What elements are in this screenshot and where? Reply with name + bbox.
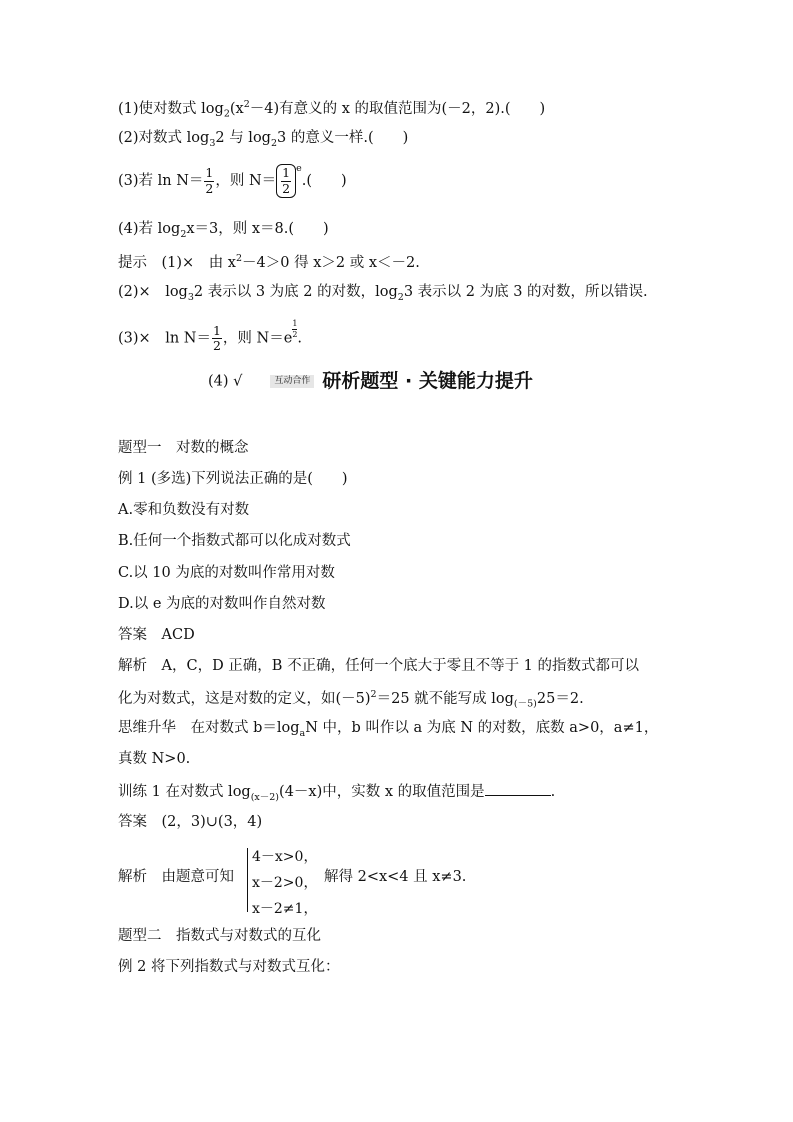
j1-mid: (x [229,100,244,117]
ex1-a2-exp: 2 [370,689,377,700]
hint-2 [118,285,648,302]
j1-base: 2 [223,108,230,120]
j3-paren-fraction [276,164,296,198]
j2-post: 3 的意义一样.( ) [277,130,409,146]
h3-fraction [212,322,222,354]
j3-den: 2 [205,180,214,196]
hint-4-banner-row [208,372,533,391]
h2-mid: 2 表示以 3 为底 2 的对数，log [193,284,398,300]
h3-mid: ，则 N＝e [222,330,293,347]
judgment-1 [118,100,545,119]
j4-post: x＝3，则 x＝8.( ) [186,221,329,237]
j1-exp: 2 [243,99,250,110]
j3-mid: ，则 N＝ [215,172,277,189]
j3-post: .( ) [301,172,347,189]
j2-pre: (2)对数式 log [118,130,210,146]
ex1-a2-pre: 化为对数式，这是对数的定义，如(－5) [118,690,371,707]
training-1-answer: 答案 (2，3)∪(3，4) [118,814,263,830]
system-eq-2: x－2>0， [252,875,318,891]
tr1-pre: 训练 1 在对数式 log [118,784,251,800]
example-1-answer: 答案 ACD [118,627,195,643]
tr1-post: (4－x)中，实数 x 的取值范围是 [279,784,485,800]
judgment-2 [118,131,408,148]
h3-pre: (3)× ln N＝ [118,330,211,347]
thinking-sub: a [299,727,306,739]
answer-blank [485,783,551,796]
thinking-post: N 中，b 叫作以 a 为底 N 的对数，底数 a>0，a≠1， [305,720,659,736]
judgment-4 [118,222,329,239]
h1-post: －4＞0 得 x＞2 或 x＜－2. [242,254,420,271]
training-1-question [118,783,555,802]
example-1-option-d: D.以 e 为底的对数叫作自然对数 [118,596,326,612]
h2-pre: (2)× log [118,284,188,300]
example-1-analysis-line2 [118,690,584,709]
thinking-line2: 真数 N>0. [118,751,191,767]
h3-den: 2 [212,338,221,354]
ex1-a2-sub: (－5) [513,698,537,710]
j2-base2: 2 [270,137,277,149]
system-eq-1: 4－x>0， [252,849,318,865]
j1-pre: (1)使对数式 log [118,100,224,117]
h4-text: (4) √ [208,373,243,390]
hint-label: 提示 [118,254,147,271]
j2-base1: 3 [209,137,216,149]
j3-pden: 2 [282,180,291,196]
h2-post: 3 表示以 2 为底 3 的对数，所以错误. [403,284,648,300]
training-1-solve: 解得 2<x<4 且 x≠3. [324,869,467,885]
section-banner: 研析题型 · 关键能力提升 [322,370,533,392]
j3-pre: (3)若 ln N＝ [118,172,204,189]
h2-base2: 2 [397,291,404,303]
h1-pre: (1)× 由 x [161,254,236,271]
section-2-title: 题型二 指数式与对数式的互化 [118,928,321,944]
h3-enum: 1 [292,319,298,328]
j3-num: 1 [205,165,214,180]
judgment-3 [118,164,347,198]
ex1-a2-mid: ＝25 就不能写成 log [376,690,514,707]
example-1-option-b: B.任何一个指数式都可以化成对数式 [118,533,351,549]
hint-3 [118,320,302,353]
j4-base: 2 [180,228,187,240]
system-eq-3: x－2≠1， [252,901,318,917]
example-1-question: 例 1 (多选)下列说法正确的是( ) [118,471,348,487]
h1-exp: 2 [235,253,243,264]
section-badge: 互动合作 [270,375,314,388]
j2-mid: 2 与 log [215,130,271,146]
ex1-a2-post: 25＝2. [536,690,584,707]
example-1-option-a: A.零和负数没有对数 [118,502,250,518]
h3-post: . [297,330,303,347]
thinking-pre: 思维升华 在对数式 b＝log [118,720,300,736]
j3-pexp: e [296,163,302,174]
example-1-option-c: C.以 10 为底的对数叫作常用对数 [118,565,335,581]
j3-pnum: 1 [282,165,291,180]
example-2-question: 例 2 将下列指数式与对数式互化： [118,959,340,975]
tr1-sub: (x－2) [250,791,280,803]
thinking-line1 [118,721,658,738]
example-1-analysis-line1: 解析 A，C，D 正确，B 不正确，任何一个底大于零且不等于 1 的指数式都可以 [118,658,640,674]
section-1-title: 题型一 对数的概念 [118,440,249,456]
h2-base1: 3 [187,291,194,303]
j4-pre: (4)若 log [118,221,181,237]
hint-1 [118,254,420,270]
j1-post: －4)有意义的 x 的取值范围为(－2，2).( ) [249,100,546,117]
h3-num: 1 [212,322,221,338]
training-1-analysis-label: 解析 由题意可知 [118,869,234,885]
j3-fraction [204,167,214,195]
tr1-tail: . [550,784,556,800]
h3-eden: 2 [292,330,298,339]
